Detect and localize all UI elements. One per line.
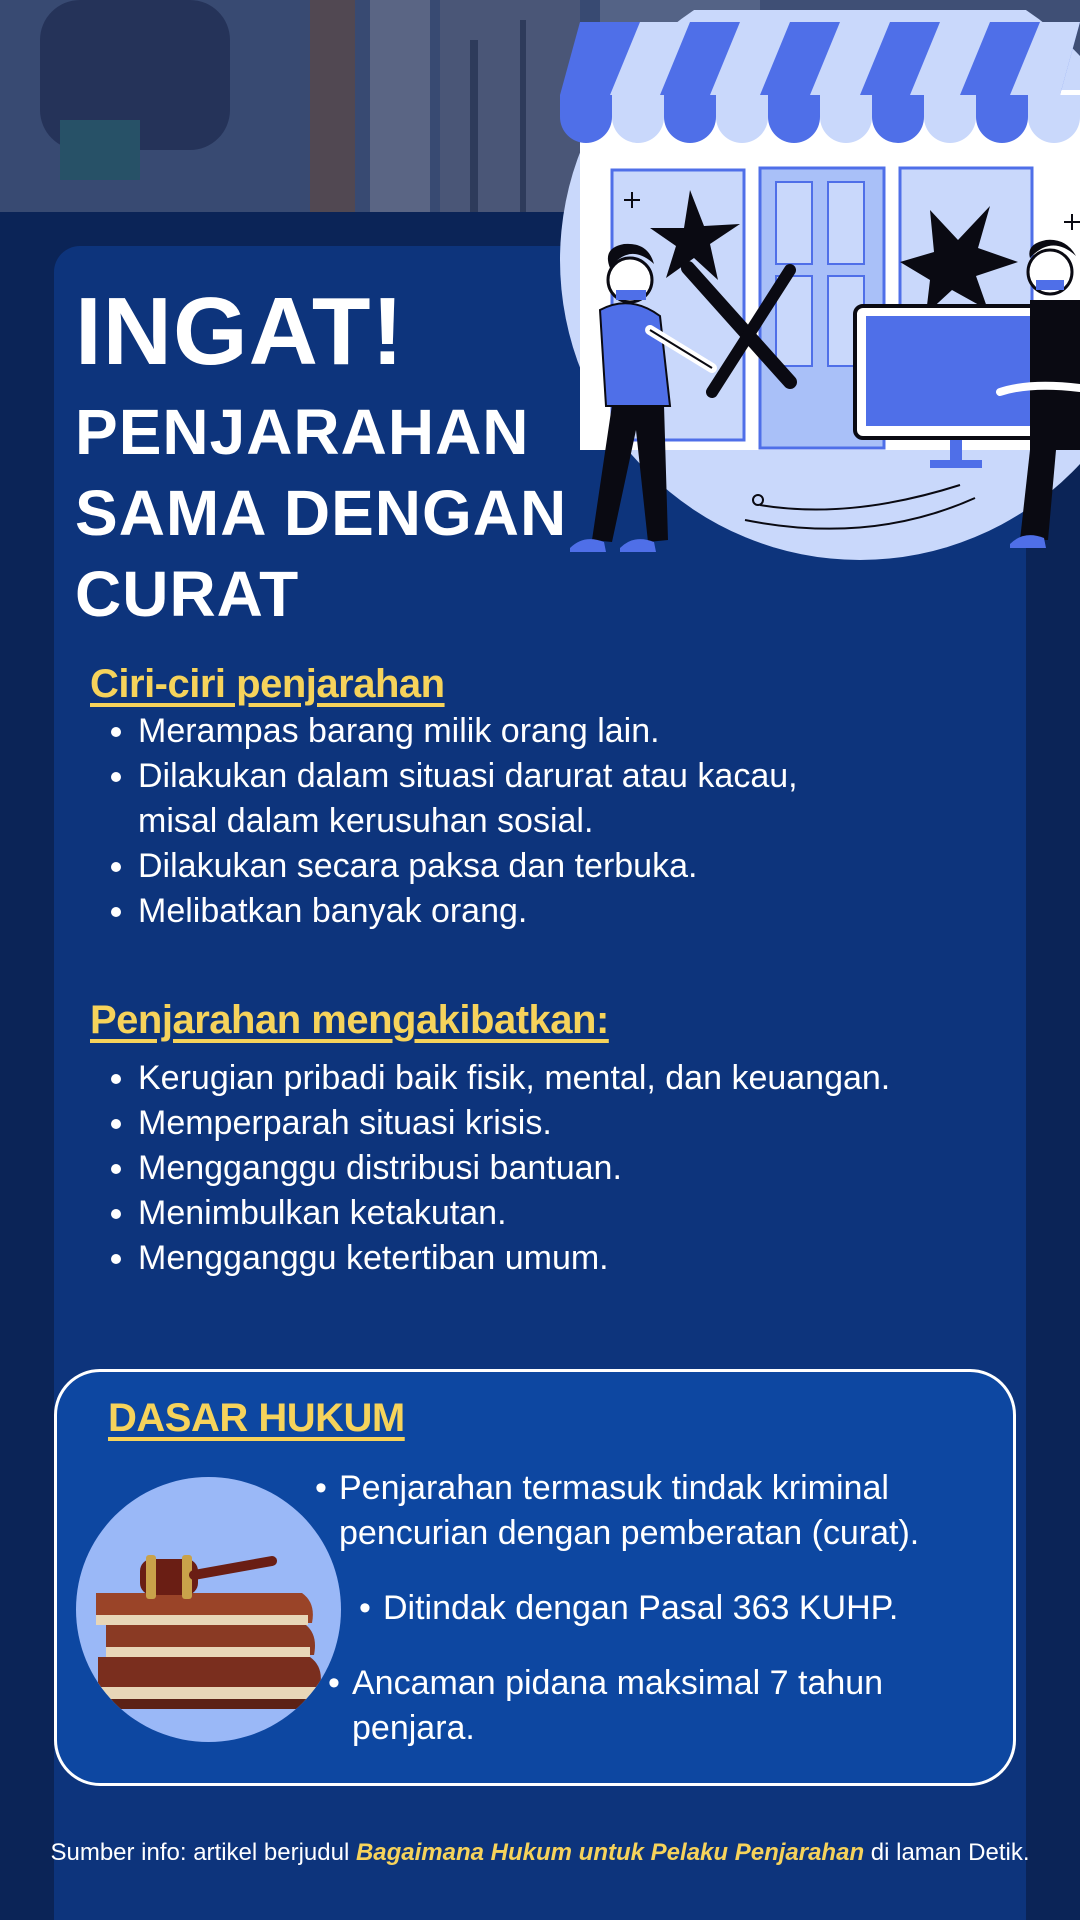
source-suffix: di laman Detik.: [864, 1839, 1030, 1866]
section-heading-akibat: Penjarahan mengakibatkan:: [90, 998, 609, 1042]
list-item: • Mengganggu ketertiban umum.: [138, 1236, 1038, 1281]
section-heading-ciri: Ciri-ciri penjarahan: [90, 662, 445, 706]
source-article-title: Bagaimana Hukum untuk Pelaku Penjarahan: [355, 1839, 865, 1866]
list-ciri: [104, 709, 858, 934]
list-item: • Mengganggu distribusi bantuan.: [138, 1146, 1038, 1191]
legal-item-text: Penjarahan termasuk tindak kriminal pencurian dengan pemberatan (curat).: [339, 1469, 920, 1552]
subtitle-line: SAMA DENGAN: [75, 477, 568, 549]
legal-item-text: Ancaman pidana maksimal 7 tahun penjara.: [352, 1664, 884, 1747]
list-item: • Memperparah situasi krisis.: [138, 1101, 1038, 1146]
list-item: • Kerugian pribadi baik fisik, mental, dan keuangan.: [138, 1056, 1038, 1101]
page-title: INGAT!: [75, 278, 405, 385]
subtitle-line: CURAT: [75, 558, 300, 630]
source-credit: [0, 1836, 1080, 1870]
list-item: • Menimbulkan ketakutan.: [138, 1191, 1038, 1236]
looting-store-illustration: [555, 10, 1080, 580]
list-item: • Melibatkan banyak orang.: [138, 889, 858, 934]
subtitle-line: PENJARAHAN: [75, 396, 530, 468]
list-item: • Dilakukan dalam situasi darurat atau kacau, misal dalam kerusuhan sosial.: [138, 754, 858, 844]
section-heading-hukum: DASAR HUKUM: [108, 1396, 405, 1440]
source-prefix: Sumber info: artikel berjudul: [50, 1839, 356, 1866]
page-subtitle: [75, 392, 567, 635]
list-akibat: [104, 1056, 1038, 1281]
legal-item-text: Ditindak dengan Pasal 363 KUHP.: [383, 1589, 899, 1627]
list-item: • Dilakukan secara paksa dan terbuka.: [138, 844, 858, 889]
list-item: • Merampas barang milik orang lain.: [138, 709, 858, 754]
legal-item: • Penjarahan termasuk tindak kriminal pencurian dengan pemberatan (curat).: [315, 1469, 920, 1552]
gavel-on-books-icon: [76, 1477, 341, 1742]
legal-item: • Ancaman pidana maksimal 7 tahun penjara.: [328, 1664, 884, 1747]
legal-item: • Ditindak dengan Pasal 363 KUHP.: [359, 1589, 899, 1627]
